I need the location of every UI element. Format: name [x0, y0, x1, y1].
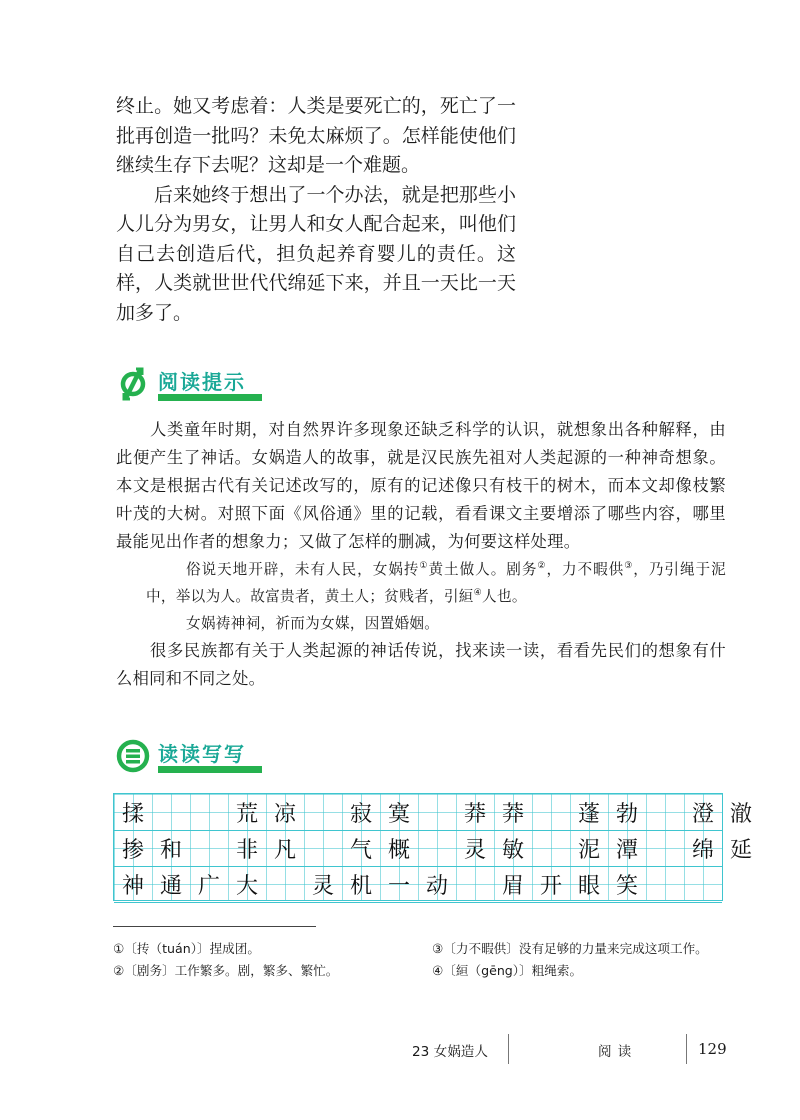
reading-hint-header	[116, 366, 250, 401]
quote-text: ，力不暇供	[546, 561, 625, 578]
grid-character: 大	[235, 873, 258, 899]
grid-character: 掺	[121, 837, 144, 863]
hint-paragraph: 很多民族都有关于人类起源的神话传说，找来读一读，看看先民们的想象有什么相同和不同之处。	[116, 641, 726, 688]
grid-character: 莽	[463, 801, 486, 827]
grid-character: 通	[159, 873, 182, 899]
quote-text: ，乃引绳于泥中，举以为人。故富贵者，黄土人；贫贱者，引絙	[146, 561, 726, 605]
footnote: ②〔剧务〕工作繁多。剧，繁多、繁忙。	[113, 963, 339, 978]
footnote: ①〔抟（tuán）〕捏成团。	[113, 941, 260, 956]
reading-hint-title: 阅读提示	[158, 370, 246, 394]
grid-character: 莽	[501, 801, 524, 827]
quote-second: 女娲祷神祠，祈而为女媒，因置婚姻。	[186, 615, 440, 632]
footnote: ③〔力不暇供〕没有足够的力量来完成这项工作。	[432, 941, 708, 956]
footnote-divider	[113, 926, 316, 927]
grid-character: 眉	[501, 873, 524, 899]
footnotes-left	[113, 938, 338, 982]
grid-character: 概	[387, 837, 410, 863]
grid-character: 泥	[577, 837, 600, 863]
quote-text: 俗说天地开辟，未有人民，女娲抟	[186, 561, 420, 578]
grid-row	[114, 866, 722, 902]
grid-character: 绵	[691, 837, 714, 863]
story-text	[116, 92, 516, 328]
footnote-ref: ③	[624, 561, 634, 572]
grid-character: 开	[539, 873, 562, 899]
grid-character: 气	[349, 837, 372, 863]
grid-character: 凉	[273, 801, 296, 827]
grid-character: 非	[235, 837, 258, 863]
grid-character: 和	[159, 837, 182, 863]
grid-character: 揉	[121, 801, 144, 827]
read-write-title: 读读写写	[158, 742, 246, 766]
grid-character: 敏	[501, 837, 524, 863]
grid-character: 勃	[615, 801, 638, 827]
quote-fengsutong	[116, 556, 726, 610]
footer-divider	[686, 1034, 687, 1064]
character-grid	[113, 793, 752, 901]
grid-character: 灵	[311, 873, 334, 899]
grid-character: 一	[387, 873, 410, 899]
title-underline	[158, 766, 262, 773]
grid-character: 凡	[273, 837, 296, 863]
grid-character: 神	[121, 873, 144, 899]
grid-character: 笑	[615, 873, 638, 899]
grid-character: 寞	[387, 801, 410, 827]
footer-divider	[508, 1034, 509, 1064]
grid-character: 机	[349, 873, 372, 899]
grid-character: 潭	[615, 837, 638, 863]
reading-hint-icon	[116, 367, 150, 401]
footer-lesson: 23 女娲造人	[412, 1044, 488, 1060]
title-underline	[158, 394, 262, 401]
read-write-header	[116, 738, 250, 773]
quote-text: 黄土做人。剧务	[428, 561, 538, 578]
story-paragraph: 终止。她又考虑着：人类是要死亡的，死亡了一批再创造一批吗？未免太麻烦了。怎样能使他们继续生存下去呢？这却是一个难题。	[116, 95, 516, 176]
grid-row	[114, 830, 752, 866]
read-write-icon	[116, 739, 150, 773]
footnotes-right	[432, 938, 708, 982]
grid-row	[114, 794, 752, 830]
grid-character: 荒	[235, 801, 258, 827]
footnote-ref: ①	[419, 561, 429, 572]
footer-category: 阅读	[598, 1044, 638, 1060]
grid-character: 寂	[349, 801, 372, 827]
footnote: ④〔絙（gēng）〕粗绳索。	[432, 963, 583, 978]
reading-hint-body	[116, 416, 726, 693]
grid-character: 延	[729, 837, 752, 863]
story-paragraph: 后来她终于想出了一个办法，就是把那些小人儿分为男女，让男人和女人配合起来，叫他们自己去创造后代，担负起养育婴儿的责任。这样，人类就世世代代绵延下来，并且一天比一天加多了。	[116, 183, 516, 324]
grid-character: 动	[425, 873, 448, 899]
quote-text: 人也。	[482, 588, 527, 605]
hint-paragraph: 人类童年时期，对自然界许多现象还缺乏科学的认识，就想象出各种解释，由此便产生了神话。女娲造人的故事，就是汉民族先祖对人类起源的一种神奇想象。本文是根据古代有关记述改写的，原有的记述像只有枝干的树木，而本文却像枝繁叶茂的大树。对照下面《风俗通》里的记载，看看课文主要增添了哪些内容，哪里最能见出作者的想象力；又做了怎样的删减，为何要这样处理。	[116, 420, 726, 551]
grid-character: 眼	[577, 873, 600, 899]
grid-character: 澄	[691, 801, 714, 827]
page-number: 129	[698, 1040, 727, 1058]
footnote-ref: ④	[473, 588, 483, 599]
grid-character: 广	[197, 873, 220, 899]
footnote-ref: ②	[537, 561, 547, 572]
grid-character: 蓬	[577, 801, 600, 827]
grid-character: 灵	[463, 837, 486, 863]
grid-character: 澈	[729, 801, 752, 827]
